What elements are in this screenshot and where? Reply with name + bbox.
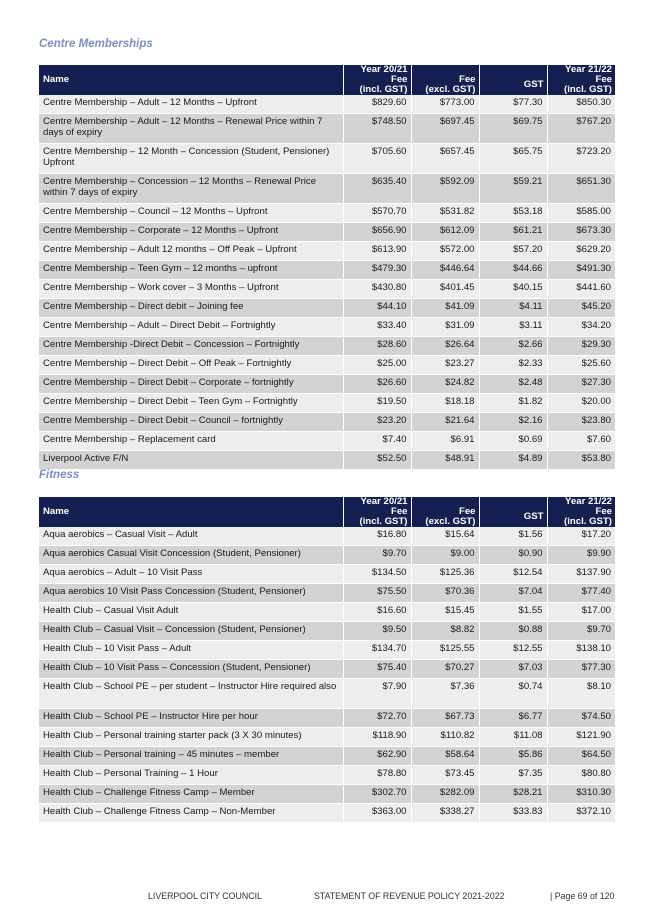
fee-2020-21-incl-gst: $705.60 bbox=[343, 144, 411, 174]
fee-2020-21-incl-gst: $479.30 bbox=[343, 261, 411, 280]
fee-excl-gst: $48.91 bbox=[411, 451, 479, 470]
fee-excl-gst: $7.36 bbox=[411, 679, 479, 709]
fee-2021-22-incl-gst: $441.60 bbox=[547, 280, 615, 299]
fee-excl-gst: $21.64 bbox=[411, 413, 479, 432]
fee-2020-21-incl-gst: $656.90 bbox=[343, 223, 411, 242]
column-header-fee-excl-gst-line: Fee bbox=[458, 74, 476, 85]
gst-amount: $59.21 bbox=[479, 174, 547, 204]
fee-excl-gst: $282.09 bbox=[411, 785, 479, 804]
fee-excl-gst: $15.64 bbox=[411, 527, 479, 546]
table-row bbox=[39, 709, 615, 728]
table-row bbox=[39, 660, 615, 679]
table-row bbox=[39, 641, 615, 660]
fee-excl-gst: $24.82 bbox=[411, 375, 479, 394]
gst-amount: $2.33 bbox=[479, 356, 547, 375]
fee-2020-21-incl-gst: $52.50 bbox=[343, 451, 411, 470]
fee-2021-22-incl-gst: $7.60 bbox=[547, 432, 615, 451]
fee-2021-22-incl-gst: $77.30 bbox=[547, 660, 615, 679]
fee-2020-21-incl-gst: $72.70 bbox=[343, 709, 411, 728]
gst-amount: $7.03 bbox=[479, 660, 547, 679]
fee-excl-gst: $125.36 bbox=[411, 565, 479, 584]
fee-2021-22-incl-gst: $673.30 bbox=[547, 223, 615, 242]
fee-2021-22-incl-gst: $23.80 bbox=[547, 413, 615, 432]
table-row bbox=[39, 242, 615, 261]
fee-name: Health Club – 10 Visit Pass – Adult bbox=[39, 641, 343, 660]
fee-2020-21-incl-gst: $635.40 bbox=[343, 174, 411, 204]
fee-excl-gst: $8.82 bbox=[411, 622, 479, 641]
gst-amount: $2.66 bbox=[479, 337, 547, 356]
fee-name: Aqua aerobics 10 Visit Pass Concession (Student, Pensioner) bbox=[39, 584, 343, 603]
table-row bbox=[39, 223, 615, 242]
header-row-years bbox=[39, 65, 615, 75]
fitness-table bbox=[39, 497, 615, 823]
fee-2021-22-incl-gst: $80.80 bbox=[547, 766, 615, 785]
footer-page-number: | Page 69 of 120 bbox=[550, 891, 615, 901]
column-header-fee-incl-gst-sub: (incl. GST) bbox=[359, 84, 408, 95]
column-header-fee-excl-gst bbox=[411, 75, 479, 95]
table-row bbox=[39, 280, 615, 299]
column-header-fee-incl-gst bbox=[343, 75, 411, 95]
table-row bbox=[39, 679, 615, 709]
table-row bbox=[39, 204, 615, 223]
column-header-fee-excl-gst-line: Fee bbox=[458, 506, 476, 517]
fee-2020-21-incl-gst: $33.40 bbox=[343, 318, 411, 337]
fee-excl-gst: $70.36 bbox=[411, 584, 479, 603]
column-header-name: Name bbox=[39, 497, 343, 527]
fee-2021-22-incl-gst: $8.10 bbox=[547, 679, 615, 709]
table-row bbox=[39, 261, 615, 280]
gst-amount: $4.11 bbox=[479, 299, 547, 318]
fee-2020-21-incl-gst: $302.70 bbox=[343, 785, 411, 804]
fee-name: Health Club – School PE – per student – Instructor Hire required also bbox=[39, 679, 343, 709]
table-row bbox=[39, 622, 615, 641]
fee-2021-22-incl-gst: $850.30 bbox=[547, 95, 615, 114]
gst-amount: $2.16 bbox=[479, 413, 547, 432]
fee-name: Health Club – Casual Visit – Concession (Student, Pensioner) bbox=[39, 622, 343, 641]
fee-2020-21-incl-gst: $28.60 bbox=[343, 337, 411, 356]
gst-amount: $5.86 bbox=[479, 747, 547, 766]
fee-excl-gst: $6.91 bbox=[411, 432, 479, 451]
column-header-fee-new-incl-gst-line: Fee bbox=[595, 74, 612, 85]
table-row bbox=[39, 451, 615, 470]
fee-2021-22-incl-gst: $138.10 bbox=[547, 641, 615, 660]
fee-2021-22-incl-gst: $17.00 bbox=[547, 603, 615, 622]
fee-excl-gst: $23.27 bbox=[411, 356, 479, 375]
column-header-year-2020-21: Year 20/21 bbox=[343, 65, 411, 75]
fee-name: Centre Membership – Direct Debit – Teen Gym – Fortnightly bbox=[39, 394, 343, 413]
fee-name: Liverpool Active F/N bbox=[39, 451, 343, 470]
fee-name: Centre Membership – Adult – 12 Months – Upfront bbox=[39, 95, 343, 114]
table-row bbox=[39, 565, 615, 584]
column-header-year-2020-21: Year 20/21 bbox=[343, 497, 411, 507]
gst-amount: $61.21 bbox=[479, 223, 547, 242]
gst-amount: $4.89 bbox=[479, 451, 547, 470]
table-row bbox=[39, 394, 615, 413]
column-header-fee-new-incl-gst-line: Fee bbox=[595, 506, 612, 517]
fee-name: Aqua aerobics – Adult – 10 Visit Pass bbox=[39, 565, 343, 584]
gst-amount: $3.11 bbox=[479, 318, 547, 337]
fee-excl-gst: $18.18 bbox=[411, 394, 479, 413]
table-row bbox=[39, 337, 615, 356]
gst-amount: $44.66 bbox=[479, 261, 547, 280]
gst-amount: $53.18 bbox=[479, 204, 547, 223]
fee-excl-gst: $26.64 bbox=[411, 337, 479, 356]
table-row bbox=[39, 804, 615, 823]
fee-2021-22-incl-gst: $137.90 bbox=[547, 565, 615, 584]
fee-excl-gst: $70.27 bbox=[411, 660, 479, 679]
fee-2020-21-incl-gst: $75.40 bbox=[343, 660, 411, 679]
table-row bbox=[39, 413, 615, 432]
fee-2021-22-incl-gst: $723.20 bbox=[547, 144, 615, 174]
fee-excl-gst: $67.73 bbox=[411, 709, 479, 728]
fee-excl-gst: $58.64 bbox=[411, 747, 479, 766]
gst-amount: $65.75 bbox=[479, 144, 547, 174]
fee-name: Aqua aerobics Casual Visit Concession (Student, Pensioner) bbox=[39, 546, 343, 565]
table-row bbox=[39, 432, 615, 451]
fee-2020-21-incl-gst: $16.80 bbox=[343, 527, 411, 546]
table-row bbox=[39, 174, 615, 204]
fee-excl-gst: $657.45 bbox=[411, 144, 479, 174]
gst-amount: $0.90 bbox=[479, 546, 547, 565]
fee-2020-21-incl-gst: $134.70 bbox=[343, 641, 411, 660]
table-row bbox=[39, 527, 615, 546]
fee-2020-21-incl-gst: $570.70 bbox=[343, 204, 411, 223]
column-header-fee-new-incl-gst bbox=[547, 75, 615, 95]
fee-name: Health Club – Challenge Fitness Camp – Member bbox=[39, 785, 343, 804]
fee-2021-22-incl-gst: $27.30 bbox=[547, 375, 615, 394]
fee-name: Health Club – Personal training starter pack (3 X 30 minutes) bbox=[39, 728, 343, 747]
fee-2021-22-incl-gst: $585.00 bbox=[547, 204, 615, 223]
gst-amount: $0.74 bbox=[479, 679, 547, 709]
gst-amount: $0.88 bbox=[479, 622, 547, 641]
fee-excl-gst: $612.09 bbox=[411, 223, 479, 242]
fee-name: Centre Membership – 12 Month – Concession (Student, Pensioner) Upfront bbox=[39, 144, 343, 174]
table-row bbox=[39, 747, 615, 766]
table-row bbox=[39, 318, 615, 337]
table-row bbox=[39, 728, 615, 747]
gst-amount: $57.20 bbox=[479, 242, 547, 261]
fee-2020-21-incl-gst: $44.10 bbox=[343, 299, 411, 318]
fee-2021-22-incl-gst: $45.20 bbox=[547, 299, 615, 318]
header-spacer bbox=[479, 65, 547, 75]
table-row bbox=[39, 356, 615, 375]
fee-2020-21-incl-gst: $7.40 bbox=[343, 432, 411, 451]
gst-amount: $2.48 bbox=[479, 375, 547, 394]
fee-2020-21-incl-gst: $75.50 bbox=[343, 584, 411, 603]
fee-name: Centre Membership – Direct Debit – Council – fortnightly bbox=[39, 413, 343, 432]
fee-2021-22-incl-gst: $767.20 bbox=[547, 114, 615, 144]
gst-amount: $1.56 bbox=[479, 527, 547, 546]
fee-name: Centre Membership – Concession – 12 Months – Renewal Price within 7 days of expiry bbox=[39, 174, 343, 204]
table-row bbox=[39, 584, 615, 603]
fee-excl-gst: $446.64 bbox=[411, 261, 479, 280]
fee-2020-21-incl-gst: $26.60 bbox=[343, 375, 411, 394]
fee-2021-22-incl-gst: $310.30 bbox=[547, 785, 615, 804]
fee-2020-21-incl-gst: $78.80 bbox=[343, 766, 411, 785]
fee-2020-21-incl-gst: $9.50 bbox=[343, 622, 411, 641]
fee-2020-21-incl-gst: $23.20 bbox=[343, 413, 411, 432]
fee-2020-21-incl-gst: $9.70 bbox=[343, 546, 411, 565]
fee-2021-22-incl-gst: $74.50 bbox=[547, 709, 615, 728]
header-row-years bbox=[39, 497, 615, 507]
fee-name: Health Club – Challenge Fitness Camp – Non-Member bbox=[39, 804, 343, 823]
fee-name: Aqua aerobics – Casual Visit – Adult bbox=[39, 527, 343, 546]
fee-name: Health Club – Casual Visit Adult bbox=[39, 603, 343, 622]
fee-excl-gst: $125.55 bbox=[411, 641, 479, 660]
table-row bbox=[39, 375, 615, 394]
gst-amount: $7.35 bbox=[479, 766, 547, 785]
fee-2020-21-incl-gst: $829.60 bbox=[343, 95, 411, 114]
fee-2021-22-incl-gst: $25.60 bbox=[547, 356, 615, 375]
column-header-fee-incl-gst-line: Fee bbox=[390, 74, 408, 85]
gst-amount: $1.82 bbox=[479, 394, 547, 413]
column-header-fee-incl-gst bbox=[343, 507, 411, 527]
fee-2021-22-incl-gst: $34.20 bbox=[547, 318, 615, 337]
fee-2021-22-incl-gst: $9.70 bbox=[547, 622, 615, 641]
fee-2021-22-incl-gst: $629.20 bbox=[547, 242, 615, 261]
footer-document-title: STATEMENT OF REVENUE POLICY 2021-2022 bbox=[314, 891, 505, 901]
fee-excl-gst: $531.82 bbox=[411, 204, 479, 223]
footer-council-name: LIVERPOOL CITY COUNCIL bbox=[148, 891, 262, 901]
gst-amount: $6.77 bbox=[479, 709, 547, 728]
fee-2021-22-incl-gst: $491.30 bbox=[547, 261, 615, 280]
column-header-fee-excl-gst-sub: (excl. GST) bbox=[425, 516, 476, 527]
fee-name: Health Club – Personal training – 45 minutes – member bbox=[39, 747, 343, 766]
fee-2021-22-incl-gst: $29.30 bbox=[547, 337, 615, 356]
fee-2020-21-incl-gst: $613.90 bbox=[343, 242, 411, 261]
fee-excl-gst: $338.27 bbox=[411, 804, 479, 823]
table-row bbox=[39, 546, 615, 565]
fee-excl-gst: $15.45 bbox=[411, 603, 479, 622]
fee-2020-21-incl-gst: $134.50 bbox=[343, 565, 411, 584]
section-title-centre-memberships: Centre Memberships bbox=[39, 38, 153, 50]
fee-excl-gst: $9.00 bbox=[411, 546, 479, 565]
fee-name: Centre Membership – Adult – Direct Debit – Fortnightly bbox=[39, 318, 343, 337]
fee-excl-gst: $773.00 bbox=[411, 95, 479, 114]
column-header-year-2021-22: Year 21/22 bbox=[565, 496, 612, 507]
table-row bbox=[39, 766, 615, 785]
gst-amount: $33.83 bbox=[479, 804, 547, 823]
fee-2020-21-incl-gst: $16.60 bbox=[343, 603, 411, 622]
fee-2020-21-incl-gst: $748.50 bbox=[343, 114, 411, 144]
table-row bbox=[39, 299, 615, 318]
fee-2021-22-incl-gst: $53.80 bbox=[547, 451, 615, 470]
fee-name: Centre Membership -Direct Debit – Concession – Fortnightly bbox=[39, 337, 343, 356]
column-header-fee-new-incl-gst bbox=[547, 507, 615, 527]
column-header-gst: GST bbox=[479, 507, 547, 527]
fee-2020-21-incl-gst: $7.90 bbox=[343, 679, 411, 709]
fee-name: Centre Membership – Direct Debit – Off Peak – Fortnightly bbox=[39, 356, 343, 375]
fee-excl-gst: $31.09 bbox=[411, 318, 479, 337]
gst-amount: $12.55 bbox=[479, 641, 547, 660]
fee-name: Health Club – School PE – Instructor Hire per hour bbox=[39, 709, 343, 728]
fee-2020-21-incl-gst: $430.80 bbox=[343, 280, 411, 299]
fee-name: Centre Membership – Adult – 12 Months – Renewal Price within 7 days of expiry bbox=[39, 114, 343, 144]
gst-amount: $7.04 bbox=[479, 584, 547, 603]
fee-excl-gst: $697.45 bbox=[411, 114, 479, 144]
column-header-fee-incl-gst-sub: (incl. GST) bbox=[359, 516, 408, 527]
table-row bbox=[39, 144, 615, 174]
fee-2020-21-incl-gst: $25.00 bbox=[343, 356, 411, 375]
fee-name: Centre Membership – Corporate – 12 Months – Upfront bbox=[39, 223, 343, 242]
fee-2021-22-incl-gst: $9.90 bbox=[547, 546, 615, 565]
column-header-fee-new-incl-gst-sub: (incl. GST) bbox=[564, 516, 612, 527]
fee-2020-21-incl-gst: $118.90 bbox=[343, 728, 411, 747]
centre-memberships-table bbox=[39, 65, 615, 470]
fee-excl-gst: $592.09 bbox=[411, 174, 479, 204]
column-header-gst: GST bbox=[479, 75, 547, 95]
fee-excl-gst: $73.45 bbox=[411, 766, 479, 785]
fee-2021-22-incl-gst: $20.00 bbox=[547, 394, 615, 413]
fee-name: Health Club – Personal Training – 1 Hour bbox=[39, 766, 343, 785]
gst-amount: $11.08 bbox=[479, 728, 547, 747]
gst-amount: $28.21 bbox=[479, 785, 547, 804]
column-header-name: Name bbox=[39, 65, 343, 95]
fee-excl-gst: $572.00 bbox=[411, 242, 479, 261]
table-row bbox=[39, 785, 615, 804]
fee-name: Centre Membership – Direct Debit – Corporate – fortnightly bbox=[39, 375, 343, 394]
fee-excl-gst: $41.09 bbox=[411, 299, 479, 318]
fee-2021-22-incl-gst: $372.10 bbox=[547, 804, 615, 823]
fee-name: Centre Membership – Adult 12 months – Off Peak – Upfront bbox=[39, 242, 343, 261]
fee-name: Health Club – 10 Visit Pass – Concession (Student, Pensioner) bbox=[39, 660, 343, 679]
table-row bbox=[39, 603, 615, 622]
table-row bbox=[39, 114, 615, 144]
fee-name: Centre Membership – Direct debit – Joining fee bbox=[39, 299, 343, 318]
table-row bbox=[39, 95, 615, 114]
fee-excl-gst: $110.82 bbox=[411, 728, 479, 747]
gst-amount: $1.55 bbox=[479, 603, 547, 622]
header-spacer bbox=[479, 497, 547, 507]
fee-2020-21-incl-gst: $62.90 bbox=[343, 747, 411, 766]
column-header-year-2021-22: Year 21/22 bbox=[565, 64, 612, 75]
gst-amount: $0.69 bbox=[479, 432, 547, 451]
fee-2021-22-incl-gst: $121.90 bbox=[547, 728, 615, 747]
fee-name: Centre Membership – Council – 12 Months – Upfront bbox=[39, 204, 343, 223]
column-header-fee-excl-gst bbox=[411, 507, 479, 527]
gst-amount: $40.15 bbox=[479, 280, 547, 299]
column-header-fee-excl-gst-sub: (excl. GST) bbox=[425, 84, 476, 95]
fee-2021-22-incl-gst: $17.20 bbox=[547, 527, 615, 546]
column-header-fee-new-incl-gst-sub: (incl. GST) bbox=[564, 84, 612, 95]
fee-2021-22-incl-gst: $64.50 bbox=[547, 747, 615, 766]
column-header-fee-incl-gst-line: Fee bbox=[390, 506, 408, 517]
gst-amount: $12.54 bbox=[479, 565, 547, 584]
section-title-fitness: Fitness bbox=[39, 469, 80, 481]
fee-name: Centre Membership – Replacement card bbox=[39, 432, 343, 451]
gst-amount: $69.75 bbox=[479, 114, 547, 144]
fee-name: Centre Membership – Teen Gym – 12 months – upfront bbox=[39, 261, 343, 280]
fee-excl-gst: $401.45 bbox=[411, 280, 479, 299]
fee-2020-21-incl-gst: $19.50 bbox=[343, 394, 411, 413]
fee-2021-22-incl-gst: $77.40 bbox=[547, 584, 615, 603]
fee-2020-21-incl-gst: $363.00 bbox=[343, 804, 411, 823]
fee-2021-22-incl-gst: $651.30 bbox=[547, 174, 615, 204]
fee-name: Centre Membership – Work cover – 3 Months – Upfront bbox=[39, 280, 343, 299]
gst-amount: $77.30 bbox=[479, 95, 547, 114]
